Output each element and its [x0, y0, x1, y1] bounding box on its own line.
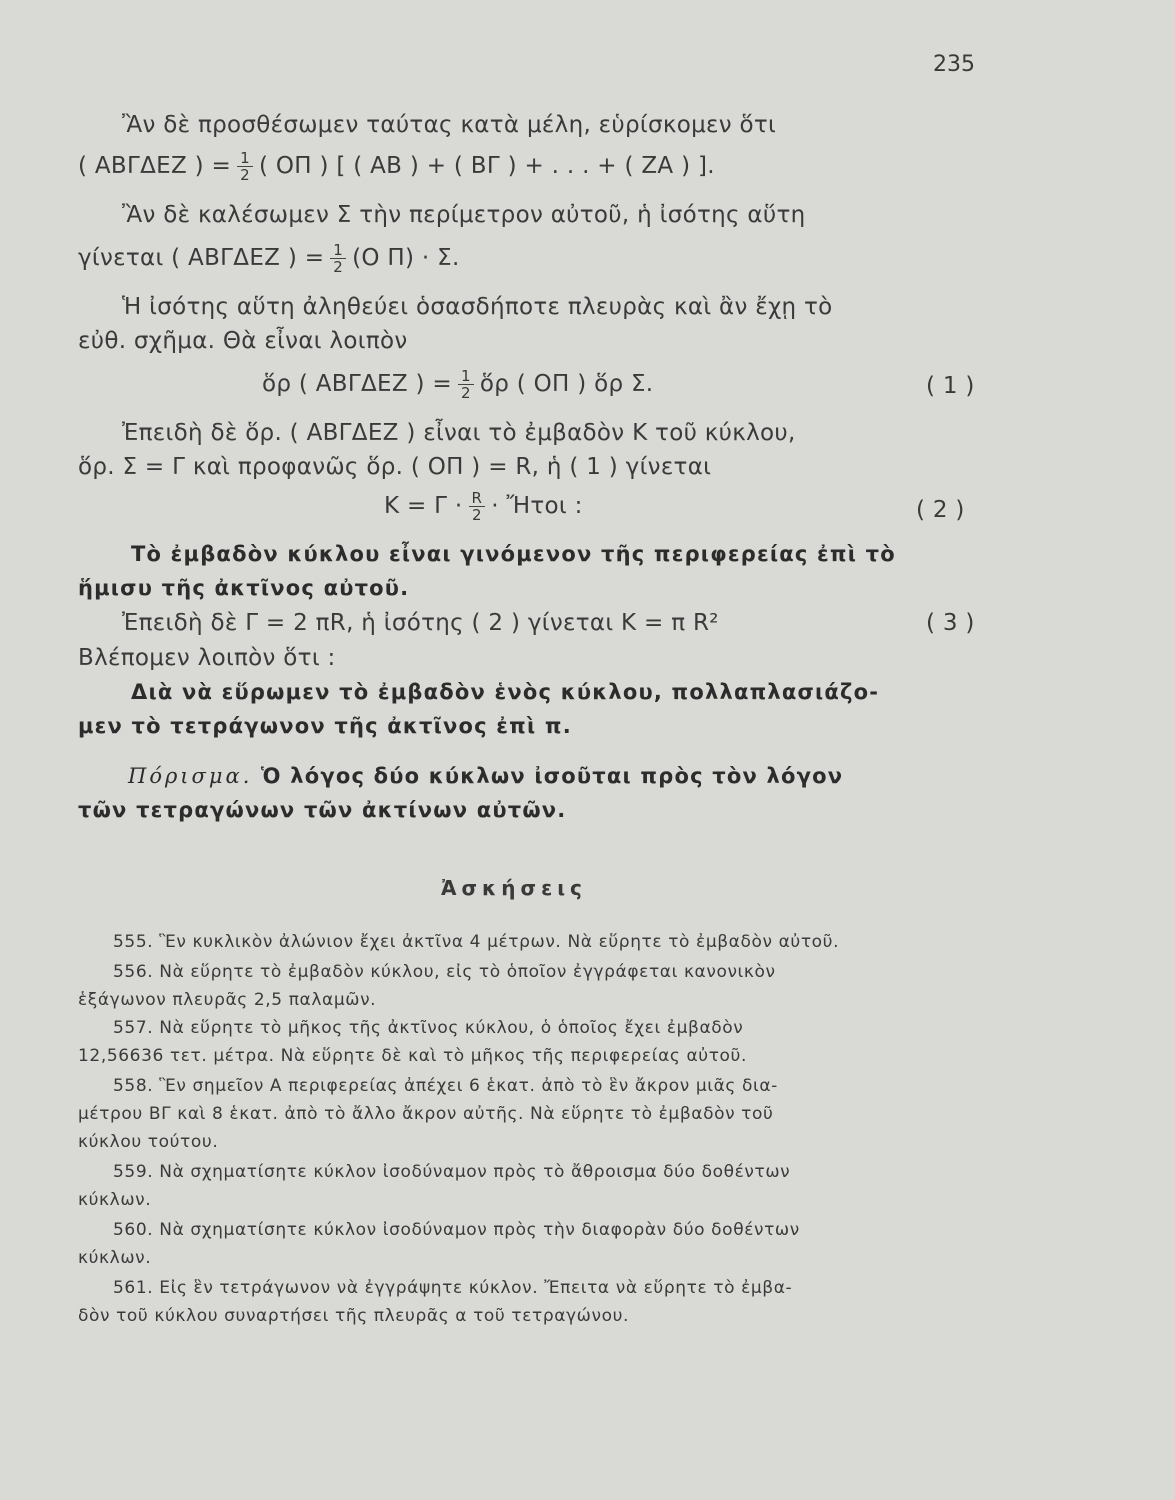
formula-circle-area: [384, 490, 583, 523]
fraction-denominator: 2: [458, 384, 474, 401]
formula-lhs: γίνεται ( ΑΒΓΔΕΖ ) =: [78, 245, 325, 271]
exercise-559-line-2: κύκλων.: [78, 1190, 152, 1210]
fraction-numerator: 1: [333, 241, 344, 259]
fraction-numerator: R: [471, 489, 483, 507]
exercise-556-line-1: 556. Νὰ εὕρητε τὸ ἐμβαδὸν κύκλου, εἰς τὸ ὁποῖον ἐγγράφεται κανονικὸν: [113, 962, 776, 982]
formula-lhs: ( ΑΒΓΔΕΖ ) =: [78, 153, 232, 179]
equation-number-2: ( 2 ): [916, 497, 965, 523]
formula-perimeter-sum: [78, 150, 715, 183]
theorem-line-1: Τὸ ἐμβαδὸν κύκλου εἶναι γινόμενον τῆς περιφερείας ἐπὶ τὸ: [131, 542, 896, 566]
text-line-8: Ἐπειδὴ δὲ ὅρ. ( ΑΒΓΔΕΖ ) εἶναι τὸ ἐμβαδὸν Κ τοῦ κύκλου,: [122, 420, 796, 446]
exercises-heading: Ἀσκήσεις: [441, 876, 587, 900]
corollary-line-2: τῶν τετραγώνων τῶν ἀκτίνων αὐτῶν.: [78, 798, 567, 822]
text-line-12: Βλέπομεν λοιπὸν ὅτι :: [78, 645, 336, 671]
exercise-559-line-1: 559. Νὰ σχηματίσητε κύκλον ἰσοδύναμον πρὸς τὸ ἄθροισμα δύο δοθέντων: [113, 1162, 791, 1182]
fraction-half: [458, 368, 474, 401]
formula-area-perimeter: [78, 242, 460, 275]
fraction-denominator: 2: [469, 506, 486, 523]
text-line-3: Ἂν δὲ καλέσωμεν Σ τὴν περίμετρον αὐτοῦ, ἡ ἰσότης αὕτη: [122, 202, 806, 228]
corollary-line-1: [128, 764, 843, 788]
exercise-557-line-2: 12,56636 τετ. μέτρα. Νὰ εὕρητε δὲ καὶ τὸ μῆκος τῆς περιφερείας αὐτοῦ.: [78, 1046, 747, 1066]
formula-lhs: ὅρ ( ΑΒΓΔΕΖ ) =: [262, 371, 452, 397]
fraction-numerator: 1: [460, 367, 471, 385]
exercise-557-line-1: 557. Νὰ εὕρητε τὸ μῆκος τῆς ἀκτῖνος κύκλου, ὁ ὁποῖος ἔχει ἐμβαδὸν: [113, 1018, 744, 1038]
exercise-556-line-2: ἑξάγωνον πλευρᾶς 2,5 παλαμῶν.: [78, 990, 377, 1010]
rule-line-1: Διὰ νὰ εὕρωμεν τὸ ἐμβαδὸν ἑνὸς κύκλου, πολλαπλασιάζο-: [131, 680, 880, 704]
fraction-denominator: 2: [330, 258, 346, 275]
exercise-558-line-1: 558. Ἓν σημεῖον Α περιφερείας ἀπέχει 6 ἑκατ. ἀπὸ τὸ ἓν ἄκρον μιᾶς δια-: [113, 1076, 778, 1096]
exercise-558-line-3: κύκλου τούτου.: [78, 1132, 219, 1152]
formula-rhs: (Ο Π) · Σ.: [352, 245, 460, 271]
formula-lhs: Κ = Γ ·: [384, 493, 463, 519]
theorem-line-2: ἥμισυ τῆς ἀκτῖνος αὐτοῦ.: [78, 576, 410, 600]
fraction-r-over-2: [469, 490, 486, 523]
formula-rhs: · Ἤτοι :: [491, 493, 583, 519]
exercise-560-line-1: 560. Νὰ σχηματίσητε κύκλον ἰσοδύναμον πρὸς τὴν διαφορὰν δύο δοθέντων: [113, 1220, 800, 1240]
exercise-558-line-2: μέτρου ΒΓ καὶ 8 ἑκατ. ἀπὸ τὸ ἄλλο ἄκρον αὐτῆς. Νὰ εὕρητε τὸ ἐμβαδὸν τοῦ: [78, 1104, 774, 1124]
equation-number-3: ( 3 ): [926, 610, 975, 636]
equation-number-1: ( 1 ): [926, 373, 975, 399]
formula-limit: [262, 368, 653, 401]
text-line-1: Ἂν δὲ προσθέσωμεν ταύτας κατὰ μέλη, εὑρίσκομεν ὅτι: [122, 112, 777, 138]
formula-rhs: ( ΟΠ ) [ ( ΑΒ ) + ( ΒΓ ) + . . . + ( ΖΑ ) ].: [258, 153, 715, 179]
corollary-label: Πόρισμα.: [128, 764, 253, 788]
exercise-555: 555. Ἓν κυκλικὸν ἀλώνιον ἔχει ἀκτῖνα 4 μέτρων. Νὰ εὕρητε τὸ ἐμβαδὸν αὐτοῦ.: [113, 932, 840, 952]
formula-rhs: ὅρ ( ΟΠ ) ὅρ Σ.: [479, 371, 654, 397]
fraction-half: [330, 242, 346, 275]
text-line-5: Ἡ ἰσότης αὕτη ἀληθεύει ὁσασδήποτε πλευρὰς καὶ ἂν ἔχῃ τὸ: [122, 294, 833, 320]
fraction-denominator: 2: [237, 166, 253, 183]
text-line-9: ὅρ. Σ = Γ καὶ προφανῶς ὅρ. ( ΟΠ ) = R, ἡ ( 1 ) γίνεται: [78, 454, 712, 480]
page-number: 235: [933, 52, 975, 77]
text-line-6: εὐθ. σχῆμα. Θὰ εἶναι λοιπὸν: [78, 328, 408, 354]
rule-line-2: μεν τὸ τετράγωνον τῆς ἀκτῖνος ἐπὶ π.: [78, 714, 572, 738]
text-line-11: Ἐπειδὴ δὲ Γ = 2 πR, ἡ ἰσότης ( 2 ) γίνεται Κ = π R²: [122, 610, 719, 636]
exercise-560-line-2: κύκλων.: [78, 1248, 152, 1268]
fraction-numerator: 1: [240, 149, 250, 167]
exercise-561-line-1: 561. Εἰς ἓν τετράγωνον νὰ ἐγγράψητε κύκλον. Ἔπειτα νὰ εὕρητε τὸ ἐμβα-: [113, 1278, 793, 1298]
corollary-text: Ὁ λόγος δύο κύκλων ἰσοῦται πρὸς τὸν λόγον: [260, 764, 844, 788]
exercise-561-line-2: δὸν τοῦ κύκλου συναρτήσει τῆς πλευρᾶς α τοῦ τετραγώνου.: [78, 1306, 630, 1326]
fraction-half: [237, 150, 253, 183]
